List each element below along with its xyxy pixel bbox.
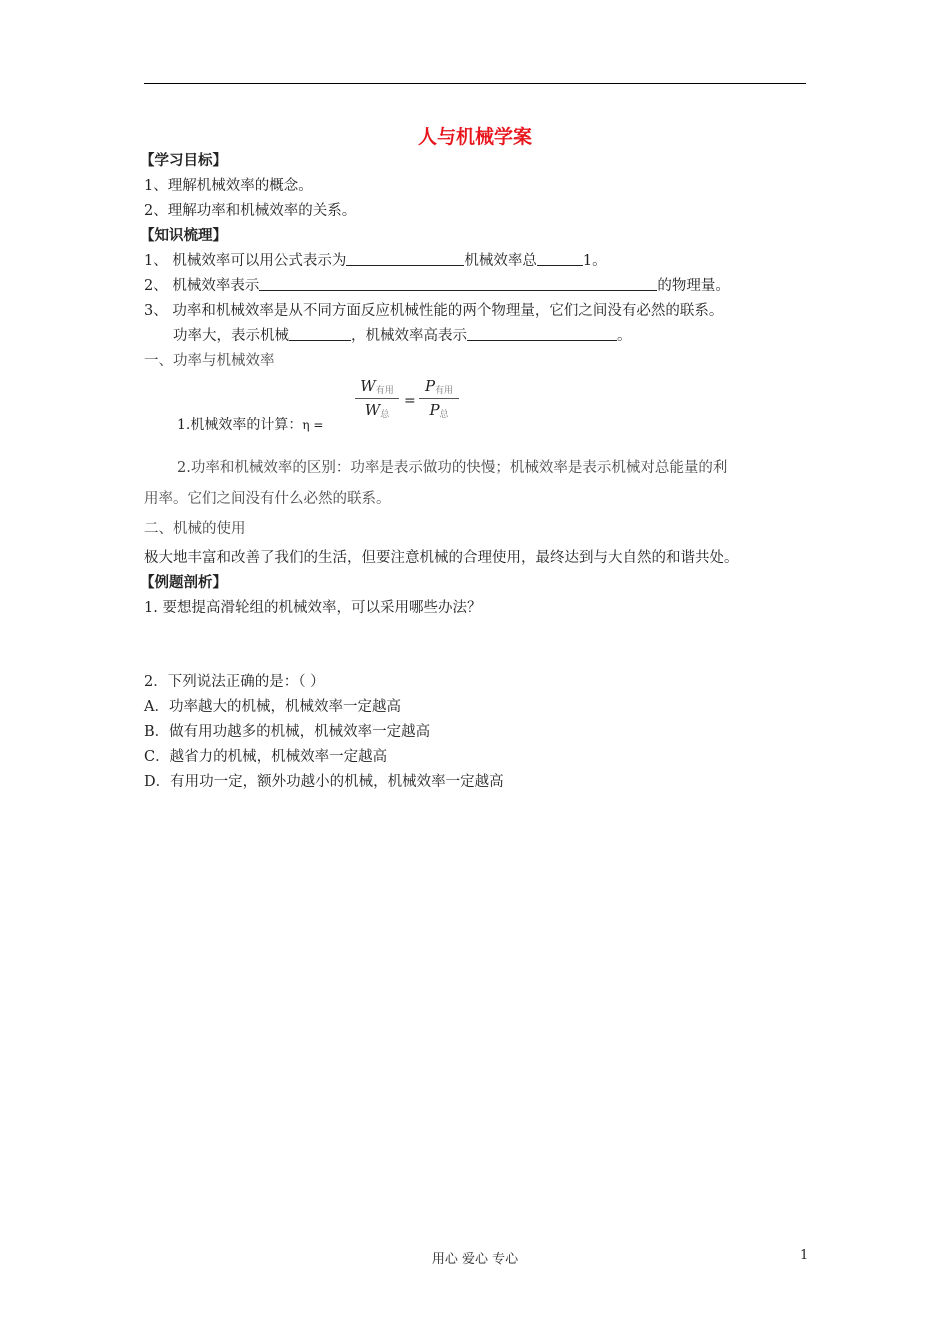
header-rule	[144, 83, 806, 84]
knowledge-item-1-text-c: 1。	[582, 253, 607, 269]
knowledge-item-2-text-b: 的物理量。	[657, 278, 730, 294]
power-denominator: $P_总$	[429, 401, 449, 420]
knowledge-item-2-text-a: 2、 机械效率表示	[144, 278, 260, 294]
work-denominator: $W_总$	[364, 401, 390, 420]
objectives-heading: 【学习目标】	[140, 153, 227, 169]
knowledge-item-3: 3、 功率和机械效率是从不同方面反应机械性能的两个物理量，它们之间没有必然的联系。	[144, 303, 724, 319]
efficiency-formula	[177, 377, 477, 433]
formula-label	[177, 414, 323, 434]
part2-heading: 二、机械的使用	[144, 521, 246, 537]
knowledge-item-2	[144, 275, 730, 297]
knowledge-item-3-text-c: 。	[617, 328, 632, 344]
blank-power[interactable]	[289, 325, 351, 341]
formula-calc-label: 1.机械效率的计算：	[177, 417, 303, 433]
page-number: 1	[800, 1248, 809, 1263]
blank-meaning[interactable]	[259, 275, 657, 291]
question-1: 1. 要想提高滑轮组的机械效率，可以采用哪些办法？	[144, 600, 482, 616]
option-d: D．有用功一定，额外功越小的机械，机械效率一定越高	[144, 774, 504, 790]
difference-line-1: 2.功率和机械效率的区别：功率是表示做功的快慢；机械效率是表示机械对总能量的利	[177, 460, 728, 476]
formula-eta: η =	[302, 418, 324, 432]
objective-1: 1、理解机械效率的概念。	[144, 178, 313, 194]
knowledge-item-3-line2	[173, 325, 632, 347]
page-title: 人与机械学案	[417, 126, 532, 148]
option-c: C．越省力的机械，机械效率一定越高	[144, 749, 388, 765]
power-fraction	[419, 377, 459, 420]
difference-line-2: 用率。它们之间没有什么必然的联系。	[144, 491, 391, 507]
footer-text: 用心 爱心 专心	[431, 1252, 519, 1267]
part2-text: 极大地丰富和改善了我们的生活，但要注意机械的合理使用，最终达到与大自然的和谐共处。	[144, 550, 739, 566]
power-numerator: $P_{有用}$	[424, 377, 454, 396]
examples-heading: 【例题剖析】	[140, 575, 227, 591]
option-b: B．做有用功越多的机械，机械效率一定越高	[144, 724, 431, 740]
question-2: 2．下列说法正确的是：（ ）	[144, 674, 325, 690]
knowledge-heading: 【知识梳理】	[140, 228, 227, 244]
knowledge-item-3-text-a: 功率大，表示机械	[173, 328, 289, 344]
knowledge-item-1-text-a: 1、 机械效率可以用公式表示为	[144, 253, 347, 269]
blank-total[interactable]	[537, 250, 583, 266]
part1-heading: 一、功率与机械效率	[144, 353, 275, 369]
work-numerator: $W_{有用}$	[360, 377, 394, 396]
blank-formula[interactable]	[346, 250, 464, 266]
knowledge-item-1-text-b: 机械效率总	[464, 253, 537, 269]
knowledge-item-1	[144, 250, 607, 272]
objective-2: 2、理解功率和机械效率的关系。	[144, 203, 357, 219]
blank-efficiency[interactable]	[467, 325, 617, 341]
knowledge-item-3-text-b: ，机械效率高表示	[351, 328, 467, 344]
option-a: A．功率越大的机械，机械效率一定越高	[144, 699, 401, 715]
formula-equals: =	[404, 393, 416, 409]
work-fraction	[355, 377, 399, 420]
